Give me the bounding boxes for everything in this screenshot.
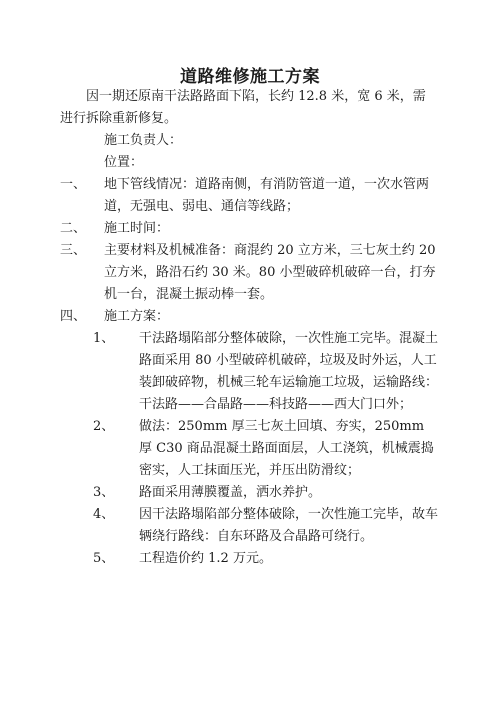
- section-number: 三、: [60, 243, 87, 258]
- step-number: 2、: [93, 419, 115, 434]
- step-number: 5、: [93, 551, 115, 566]
- step-detour: 因干法路塌陷部分整体破除，一次性施工完毕，故车辆绕行路线：自东环路及合晶路可绕行。: [139, 507, 439, 544]
- step-demolition: 干法路塌陷部分整体破除，一次性施工完毕。混凝土路面采用 80 小型破碎机破碎，垃圾及时外运，人工装卸破碎物，机械三轮车运输施工垃圾，运输路线：干法路——合晶路——科技路——西大门口外；: [139, 331, 439, 412]
- section-number: 二、: [60, 221, 87, 236]
- step-number: 4、: [93, 507, 115, 522]
- section-pipelines: 地下管线情况：道路南侧，有消防管道一道，一次水管两道，无强电、弱电、通信等线路；: [104, 177, 430, 214]
- section-number: 一、: [60, 177, 87, 192]
- section-number: 四、: [60, 309, 87, 324]
- section-materials: 主要材料及机械准备：商混约 20 立方米，三七灰土约 20 立方米，路沿石约 30 米。80 小型破碎机破碎一台，打夯机一台，混凝土振动棒一套。: [104, 243, 436, 302]
- document-title: 道路维修施工方案: [180, 67, 320, 87]
- section-plan: 施工方案：: [104, 309, 170, 324]
- step-method: 做法：250mm 厚三七灰土回填、夯实，250mm 厚 C30 商品混凝土路面面层，人工浇筑，机械震捣密实，人工抹面压光，并压出防滑纹；: [139, 419, 434, 478]
- location-field: 位置：: [104, 155, 144, 170]
- step-curing: 路面采用薄膜覆盖，洒水养护。: [139, 485, 322, 500]
- step-cost: 工程造价约 1.2 万元。: [139, 551, 272, 566]
- step-number: 3、: [93, 485, 115, 500]
- manager-field: 施工负责人：: [104, 133, 183, 148]
- step-number: 1、: [93, 331, 115, 346]
- intro-paragraph: 因一期还原南干法路路面下陷，长约 12.8 米，宽 6 米，需进行拆除重新修复。: [60, 89, 426, 126]
- section-construction-time: 施工时间：: [104, 221, 170, 236]
